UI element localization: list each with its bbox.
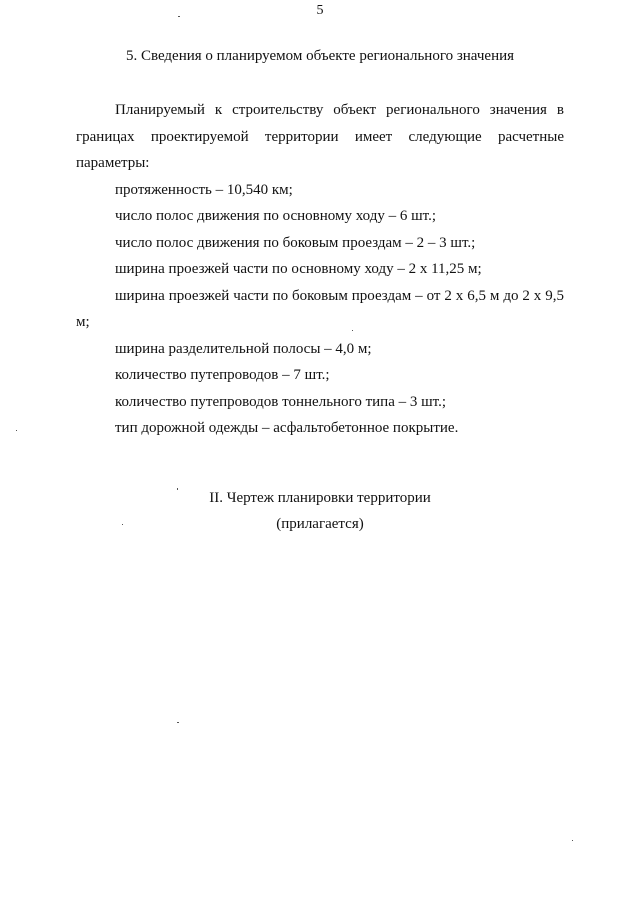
parameter-item: протяженность – 10,540 км;: [115, 181, 293, 198]
parameter-item: количество путепроводов – 7 шт.;: [115, 367, 330, 383]
page-number: 5: [316, 3, 324, 18]
parameter-item: тип дорожной одежды – асфальтобетонное покрытие.: [115, 420, 459, 436]
parameter-item: ширина проезжей части по боковым проездам – от 2 х 6,5 м до 2 х 9,5 м;: [76, 287, 564, 330]
part-two-heading: [0, 485, 640, 537]
part-two-subtitle: (прилагается): [276, 516, 364, 532]
parameter-item: ширина проезжей части по основному ходу – 2 х 11,25 м;: [115, 261, 482, 277]
parameter-item: ширина разделительной полосы – 4,0 м;: [115, 340, 372, 357]
scan-speck: [177, 488, 178, 490]
part-two-title: II. Чертеж планировки территории: [209, 490, 431, 506]
scan-speck: [572, 840, 573, 841]
scan-speck: [178, 16, 180, 17]
scan-speck: [16, 430, 17, 431]
scan-speck: [352, 330, 353, 331]
parameter-item: количество путепроводов тоннельного типа – 3 шт.;: [115, 393, 447, 410]
parameter-item: число полос движения по боковым проездам – 2 – 3 шт.;: [115, 234, 476, 251]
document-body: [76, 97, 564, 442]
scan-speck: [122, 524, 123, 525]
section-heading: 5. Сведения о планируемом объекте регионального значения: [125, 48, 515, 64]
parameter-item: число полос движения по основному ходу – 6 шт.;: [115, 208, 437, 224]
parameter-list: [76, 177, 564, 442]
intro-paragraph: Планируемый к строительству объект регионального значения в границах проектируемой территории имеет следующие расчетные параметры:: [76, 102, 564, 171]
scan-speck: [177, 722, 179, 723]
